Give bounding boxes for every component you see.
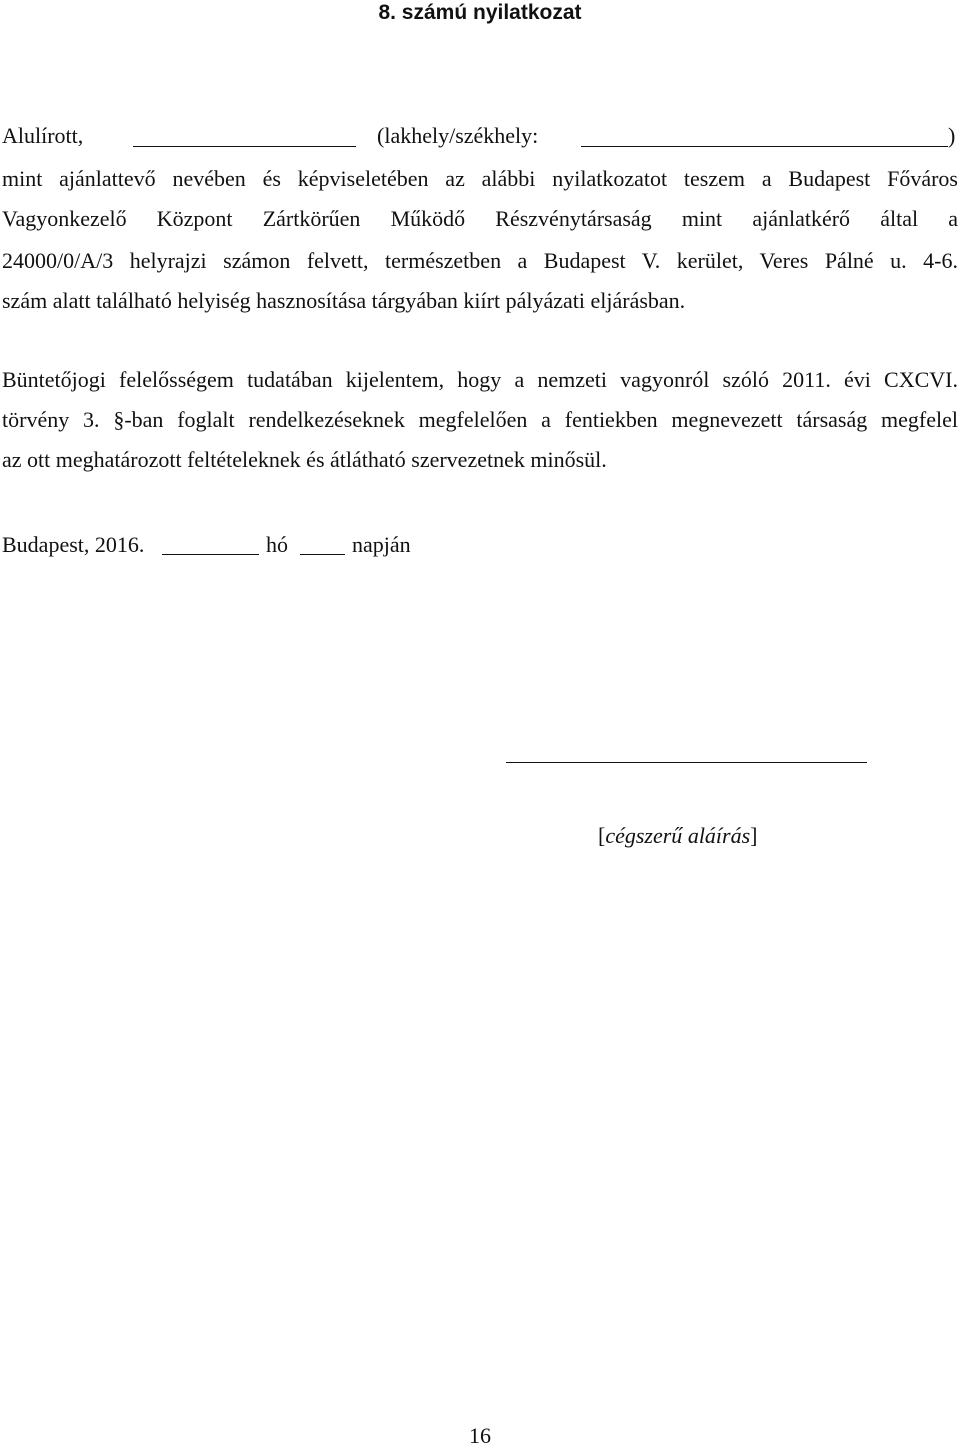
label-alulirott: Alulírott, bbox=[2, 123, 84, 148]
day-word: napján bbox=[352, 532, 411, 557]
lakhely-label-wrap bbox=[377, 121, 538, 151]
day-blank-field[interactable] bbox=[300, 534, 345, 555]
intro-line-5: szám alatt található helyiség hasznosítása tárgyában kiírt pályázati eljárásban. bbox=[2, 288, 686, 313]
intro-line-1 bbox=[2, 121, 83, 151]
sig-caption-regular: cégszerű bbox=[605, 823, 683, 848]
intro-line-3: Vagyonkezelő Központ Zártkörűen Működő Részvénytársaság mint ajánlatkérő által a bbox=[2, 206, 958, 231]
sig-bracket-open: [ bbox=[598, 823, 606, 848]
name-blank-field[interactable] bbox=[133, 126, 356, 147]
statement-line-2: törvény 3. §-ban foglalt rendelkezéseknek megfelelően a fentiekben megnevezett társaság megfelel bbox=[2, 407, 958, 432]
signature-caption bbox=[598, 821, 758, 851]
statement-line-1: Büntetőjogi felelősségem tudatában kijelentem, hogy a nemzeti vagyonról szóló 2011. évi CXCVI. bbox=[2, 367, 958, 392]
sig-bracket-close: ] bbox=[750, 823, 758, 848]
month-blank-field[interactable] bbox=[162, 534, 259, 555]
close-paren-wrap bbox=[948, 121, 955, 151]
page-number: 16 bbox=[469, 1423, 491, 1448]
sig-caption-italic: aláírás bbox=[687, 823, 751, 848]
date-place-year: Budapest, 2016. bbox=[2, 532, 145, 557]
signature-line[interactable] bbox=[506, 762, 867, 763]
statement-line-3: az ott meghatározott feltételeknek és átlátható szervezetnek minősül. bbox=[2, 447, 607, 472]
document-title: 8. számú nyilatkozat bbox=[378, 1, 582, 24]
address-blank-field[interactable] bbox=[581, 126, 948, 147]
intro-line-4: 24000/0/A/3 helyrajzi számon felvett, természetben a Budapest V. kerület, Veres Pálné u. 4-6. bbox=[2, 248, 958, 273]
intro-line-2: mint ajánlattevő nevében és képviseletében az alábbi nyilatkozatot teszem a Budapest Főváros bbox=[2, 166, 958, 191]
month-word: hó bbox=[266, 532, 288, 557]
close-paren: ) bbox=[948, 123, 956, 148]
label-lakhely: (lakhely/székhely: bbox=[377, 123, 539, 148]
